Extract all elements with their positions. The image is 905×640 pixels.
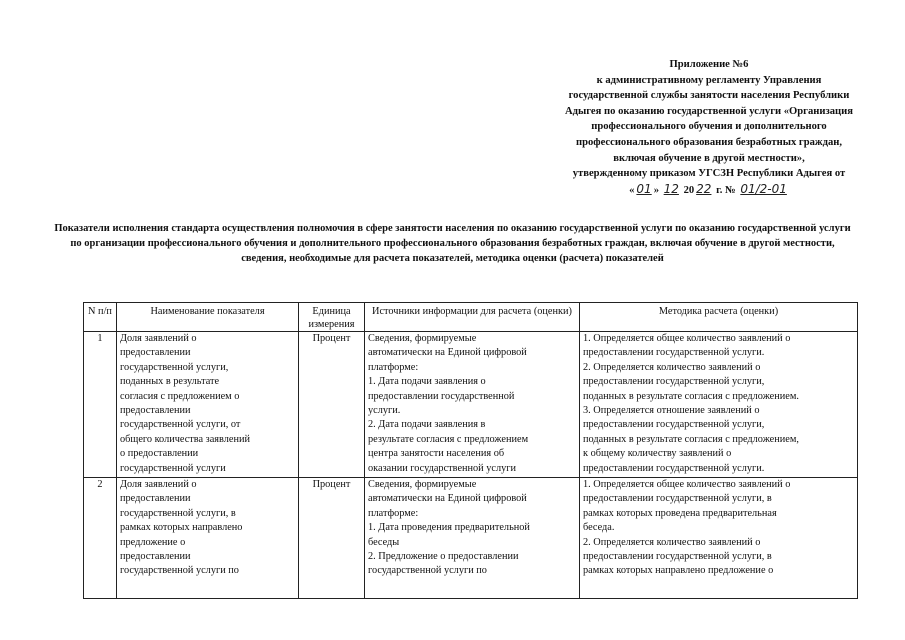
- cell-line: платформе:: [368, 361, 419, 373]
- cell-line: о предоставлении: [120, 448, 199, 460]
- header-name: Наименование показателя: [117, 303, 299, 332]
- table-row: [84, 332, 858, 478]
- date-suffix: г. №: [716, 184, 736, 196]
- table-header-row: [84, 303, 858, 332]
- cell-line: 2. Определяется количество заявлений о: [583, 361, 761, 373]
- date-open-quote: «: [629, 184, 635, 196]
- cell-line: автоматически на Единой цифровой: [368, 493, 527, 505]
- header-sources: Источники информации для расчета (оценки): [365, 303, 580, 332]
- cell-line: рамках которых направлено предложение о: [583, 565, 774, 577]
- cell-line: поданных в результате согласия с предложением.: [583, 390, 799, 402]
- approval-line: профессионального обучения и дополнительного: [591, 121, 827, 133]
- approval-line: государственной службы занятости населения Республики: [568, 90, 850, 102]
- cell-line: Сведения, формируемые: [368, 479, 477, 490]
- cell-line: 2. Дата подачи заявления в: [368, 419, 486, 431]
- cell-line: беседы: [368, 536, 400, 548]
- cell-line: предоставлении: [120, 405, 191, 417]
- indicators-table: [83, 302, 858, 599]
- row-sources: [365, 332, 580, 478]
- approval-line: профессионального образования безработных граждан,: [575, 136, 843, 148]
- cell-line: государственной услуги: [120, 462, 226, 474]
- cell-line: государственной услуги,: [120, 361, 229, 373]
- row-name: [117, 478, 299, 599]
- row-method: [580, 478, 858, 599]
- header-method: Методика расчета (оценки): [580, 303, 858, 332]
- row-num: 2: [84, 478, 117, 599]
- cell-line: предоставлении: [120, 551, 191, 563]
- cell-line: 3. Определяется отношение заявлений о: [583, 405, 760, 417]
- approval-line: утвержденному приказом УГСЗН Республики Адыгея от: [572, 168, 846, 180]
- document-title: Показатели исполнения стандарта осуществления полномочия в сфере занятости населения по оказанию государственной услуги по оказанию государственной услуги по организации профессионального обучения и дополнительного профессионального образования безработных граждан, включая обучение в другой местности, сведения, необходимые для расчета показателей, методика оценки (расчета) показателей: [54, 223, 851, 265]
- table-row: [84, 478, 858, 599]
- approval-line: включая обучение в другой местности»,: [613, 152, 805, 164]
- date-year-suffix: 22: [696, 181, 712, 196]
- date-day: 01: [636, 181, 652, 196]
- cell-line: 2. Определяется количество заявлений о: [583, 536, 761, 548]
- row-unit: Процент: [299, 478, 365, 599]
- cell-line: поданных в результате: [120, 376, 220, 388]
- cell-line: 1. Дата подачи заявления о: [368, 376, 486, 388]
- cell-line: предоставлении государственной: [368, 390, 515, 402]
- row-method: [580, 332, 858, 478]
- row-sources: [365, 478, 580, 599]
- cell-line: предоставлении государственной услуги, в: [583, 493, 772, 505]
- cell-line: 1. Определяется общее количество заявлений о: [583, 333, 791, 344]
- date-month: 12: [663, 181, 679, 196]
- cell-line: 1. Определяется общее количество заявлений о: [583, 479, 791, 490]
- cell-line: согласия с предложением о: [120, 390, 240, 402]
- cell-line: предоставлении государственной услуги.: [583, 462, 765, 474]
- cell-line: к общему количеству заявлений о: [583, 448, 732, 460]
- date-year-prefix: 20: [683, 184, 695, 196]
- approval-line: Адыгея по оказанию государственной услуги «Организация: [564, 105, 853, 117]
- cell-line: автоматически на Единой цифровой: [368, 347, 527, 359]
- cell-line: государственной услуги, в: [120, 507, 236, 519]
- cell-line: услуги.: [368, 405, 401, 417]
- approval-date-line: [520, 182, 898, 199]
- cell-line: результате согласия с предложением: [368, 433, 529, 445]
- cell-line: общего количества заявлений: [120, 433, 251, 445]
- row-unit: Процент: [299, 332, 365, 478]
- cell-line: рамках которых проведена предварительная: [583, 507, 777, 519]
- cell-line: Доля заявлений о: [120, 333, 197, 344]
- cell-line: 1. Дата проведения предварительной: [368, 522, 530, 534]
- header-unit: Единица измерения: [299, 303, 365, 332]
- cell-line: 2. Предложение о предоставлении: [368, 551, 519, 563]
- cell-line: беседа.: [583, 522, 615, 534]
- cell-line: государственной услуги, от: [120, 419, 241, 431]
- cell-line: Сведения, формируемые: [368, 333, 477, 344]
- cell-line: платформе:: [368, 507, 419, 519]
- cell-line: предложение о: [120, 536, 186, 548]
- approval-line: Приложение №6: [669, 59, 749, 70]
- approval-block: [520, 57, 898, 198]
- row-name: [117, 332, 299, 478]
- cell-line: государственной услуги по: [120, 565, 239, 577]
- cell-line: предоставлении: [120, 347, 191, 359]
- cell-line: предоставлении государственной услуги.: [583, 347, 765, 359]
- row-num: 1: [84, 332, 117, 478]
- header-num: N п/п: [84, 303, 117, 332]
- order-number: 01/2-01: [740, 181, 787, 196]
- cell-line: предоставлении: [120, 493, 191, 505]
- cell-line: государственной услуги по: [368, 565, 487, 577]
- cell-line: оказании государственной услуги: [368, 462, 517, 474]
- cell-line: поданных в результате согласия с предложением,: [583, 433, 799, 445]
- cell-line: Доля заявлений о: [120, 479, 197, 490]
- cell-line: предоставлении государственной услуги, в: [583, 551, 772, 563]
- cell-line: центра занятости населения об: [368, 448, 505, 460]
- cell-line: предоставлении государственной услуги,: [583, 419, 765, 431]
- cell-line: рамках которых направлено: [120, 522, 243, 534]
- approval-line: к административному регламенту Управления: [596, 74, 822, 86]
- cell-line: предоставлении государственной услуги,: [583, 376, 765, 388]
- date-close-quote: »: [653, 184, 659, 196]
